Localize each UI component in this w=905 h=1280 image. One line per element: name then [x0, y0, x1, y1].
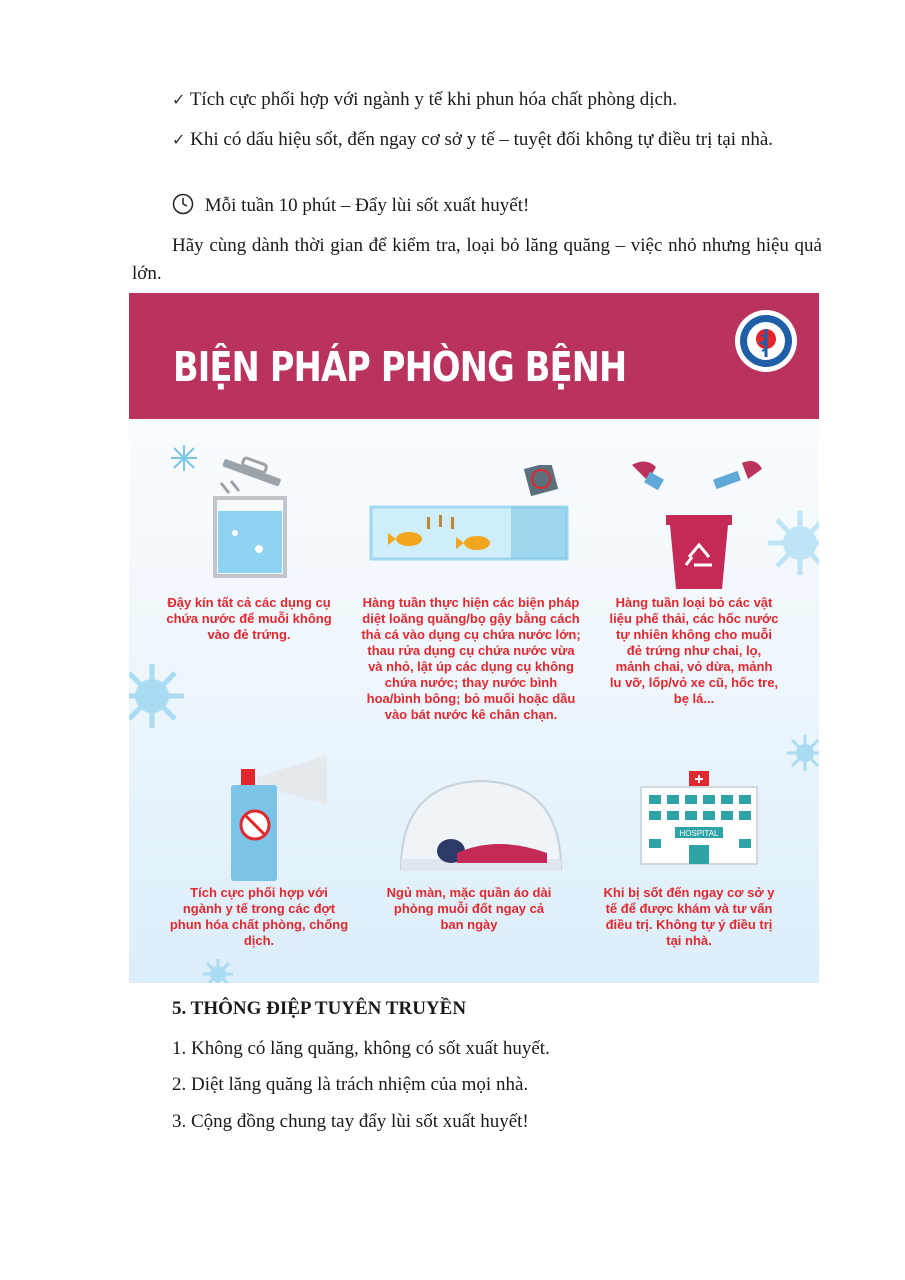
clock-icon [172, 193, 194, 224]
message-item: 3. Cộng đồng chung tay đẩy lùi sốt xuất huyết! [172, 1111, 529, 1132]
caption-remove-waste: Hàng tuần loại bỏ các vật liệu phế thải, các hốc nước tự nhiên không cho muỗi đẻ trứng như chai, lọ, mảnh chai, vỏ dừa, mảnh lu vỡ, lốp/vỏ xe cũ, hốc tre, bẹ lá... [609, 595, 779, 706]
check-icon: ✓ [172, 130, 186, 149]
covered-water-container-illustration [201, 453, 301, 583]
paragraph-text: Hãy cùng dành thời gian để kiểm tra, loại bỏ lăng quăng – việc nhỏ nhưng hiệu quả lớn. [132, 235, 822, 284]
paragraph-text: Khi có dấu hiệu sốt, đến ngay cơ sở y tế – tuyệt đối không tự điều trị tại nhà. [190, 129, 774, 150]
prevention-poster [129, 293, 819, 983]
caption-seek-care: Khi bị sốt đến ngay cơ sở y tế để được khám và tư vấn điều trị. Không tự ý điều trị tại nhà. [603, 885, 775, 948]
virus-icon [129, 661, 187, 731]
insecticide-spray-illustration [227, 753, 337, 883]
caption-kill-larvae: Hàng tuần thực hiện các biện pháp diệt loăng quăng/bọ gậy bằng cách thả cá vào dụng cụ chứa nước lớn; thau rửa dụng cụ chứa nước vừa và nhỏ, lật úp các dụng cụ không chứa nước; thay nước bình hoa/bình bông; bỏ muối hoặc dầu vào bát nước kê chân chạn. [361, 595, 581, 722]
check-icon: ✓ [172, 90, 186, 109]
caption-cover-containers: Đậy kín tất cả các dụng cụ chứa nước để muỗi không vào đẻ trứng. [166, 595, 332, 642]
paragraph-fever [132, 126, 822, 154]
ministry-of-health-logo [734, 309, 798, 373]
paragraph-text: Mỗi tuần 10 phút – Đẩy lùi sốt xuất huyết! [204, 195, 530, 216]
hospital-sign: HOSPITAL [679, 829, 719, 838]
caption-spraying: Tích cực phối hợp với ngành y tế trong các đợt phun hóa chất phòng, chống dịch. [169, 885, 349, 948]
fish-tank-illustration [369, 465, 569, 565]
paragraph-weekly [172, 192, 529, 224]
section-title: 5. THÔNG ĐIỆP TUYÊN TRUYỀN [172, 998, 467, 1019]
poster-title: BIỆN PHÁP PHÒNG BỆNH [173, 343, 627, 391]
message-item: 1. Không có lăng quăng, không có sốt xuất huyết. [172, 1038, 550, 1059]
poster-header [129, 293, 819, 419]
virus-icon [785, 733, 819, 773]
snowflake-icon [169, 443, 199, 473]
virus-icon [201, 957, 235, 983]
recycle-bin-illustration [624, 453, 774, 593]
message-item: 2. Diệt lăng quăng là trách nhiệm của mọi nhà. [172, 1074, 529, 1095]
paragraph-cooperate [172, 86, 677, 114]
mosquito-net-illustration [391, 773, 571, 873]
caption-mosquito-net: Ngủ màn, mặc quần áo dài phòng muỗi đốt ngay cả ban ngày [386, 885, 552, 932]
hospital-illustration [639, 771, 759, 866]
paragraph-text: Tích cực phối hợp với ngành y tế khi phun hóa chất phòng dịch. [189, 89, 678, 110]
paragraph-call-to-action [132, 232, 822, 288]
